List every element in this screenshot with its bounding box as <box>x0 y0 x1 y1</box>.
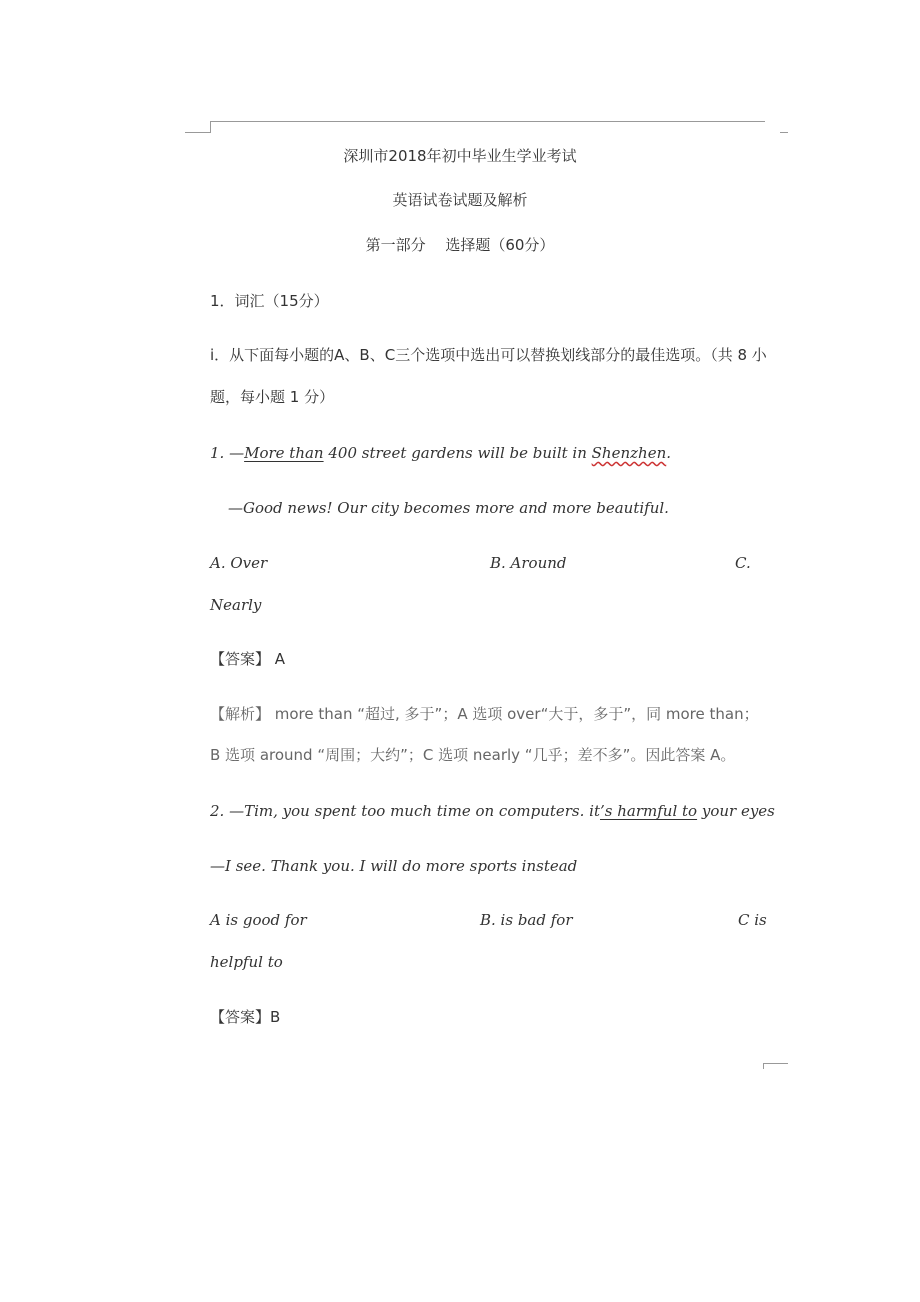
q1-option-a: A. Over <box>210 554 268 572</box>
crop-mark-top-right <box>780 132 788 133</box>
q1-answer: 【答案】 A <box>210 650 286 668</box>
instruction-line1: i．从下面每小题的A、B、C三个选项中选出可以替换划线部分的最佳选项。（共 8 小 <box>210 346 767 364</box>
q2-underlined: ’s harmful to <box>600 802 698 820</box>
q1-option-b: B. Around <box>490 554 567 572</box>
q2-prefix: 2. —Tim, you spent too much time on computers. it <box>210 802 600 820</box>
q2-stem <box>210 801 775 821</box>
doc-title: 深圳市2018年初中毕业生学业考试 <box>343 147 577 165</box>
header-margin-line <box>210 121 765 122</box>
q2-answer: 【答案】B <box>210 1008 281 1026</box>
q1-analysis-line2: B 选项 around “周围；大约”；C 选项 nearly “几乎；差不多”。因此答案 A。 <box>210 746 736 764</box>
q1-rest: 400 street gardens will be built in <box>323 444 592 462</box>
q1-end: . <box>666 444 672 462</box>
q1-prefix: 1. — <box>210 444 245 462</box>
crop-mark-bottom-right <box>763 1063 788 1064</box>
q1-place: Shenzhen <box>591 444 667 462</box>
section-heading: 1．词汇（15分） <box>210 292 329 310</box>
q2-option-a: A is good for <box>210 911 307 929</box>
q1-option-c-label: C. <box>735 554 751 572</box>
part-heading: 第一部分 选择题（60分） <box>365 236 555 254</box>
crop-mark-top-left-h <box>185 132 210 133</box>
crop-mark-bottom-right-v <box>763 1063 764 1069</box>
crop-mark-top-left <box>210 121 211 133</box>
q2-option-c-label: C is <box>738 911 767 929</box>
q1-stem <box>210 443 671 463</box>
instruction-line2: 题，每小题 1 分） <box>210 388 335 406</box>
doc-subtitle: 英语试卷试题及解析 <box>392 191 528 209</box>
q2-rest: your eyes <box>697 802 775 820</box>
q1-underlined: More than <box>244 444 324 462</box>
q1-option-c-text: Nearly <box>210 596 262 614</box>
q2-option-b: B. is bad for <box>480 911 573 929</box>
q1-analysis-line1: 【解析】 more than “超过, 多于”；A 选项 over“大于，多于”，同 more than； <box>210 705 759 723</box>
q2-option-c-text: helpful to <box>210 953 283 971</box>
q2-reply: —I see. Thank you. I will do more sports instead <box>210 857 578 875</box>
q1-reply: —Good news! Our city becomes more and more beautiful. <box>228 499 669 517</box>
